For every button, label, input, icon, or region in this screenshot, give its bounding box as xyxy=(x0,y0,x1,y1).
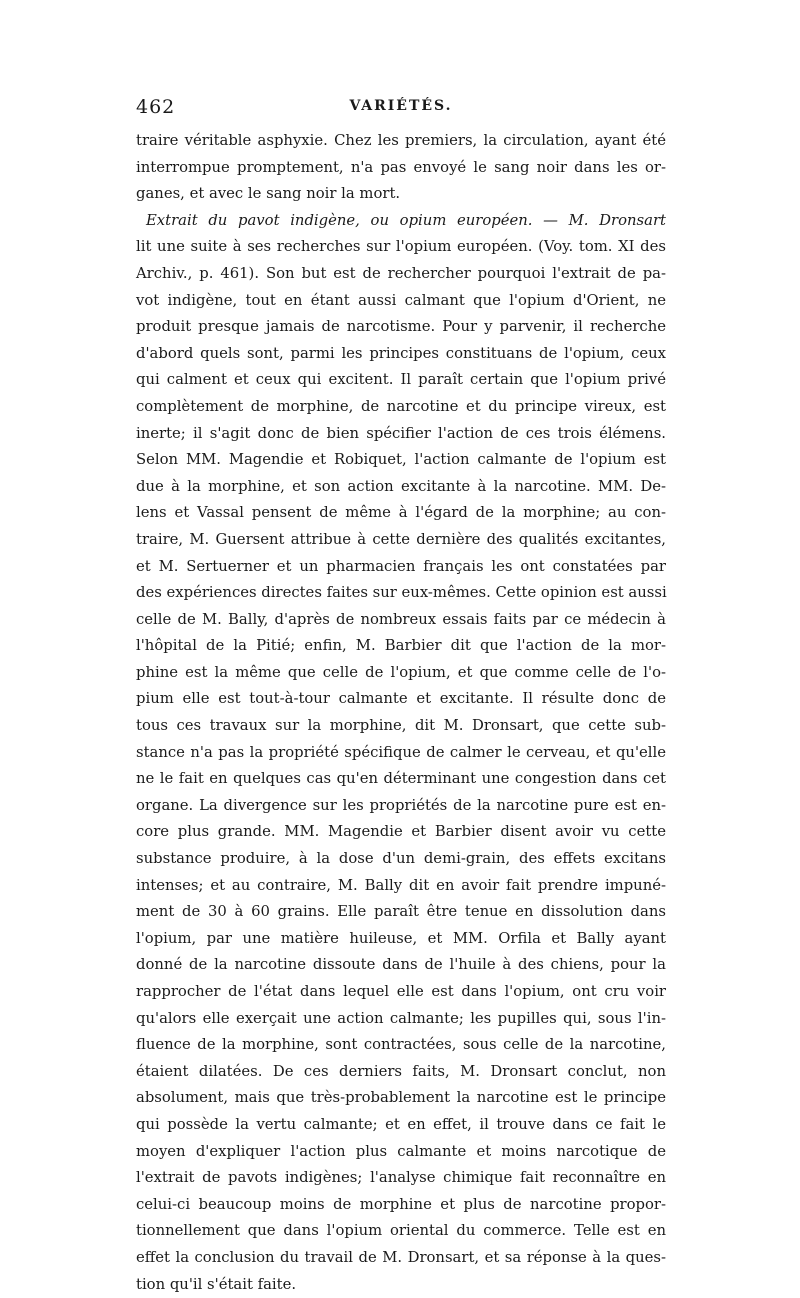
text-line: tion qu'il s'était faite. xyxy=(136,1275,297,1293)
text-line: qui possède la vertu calmante; et en effet, il trouve dans ce fait le xyxy=(136,1115,666,1133)
text-line: ne le fait en quelques cas qu'en déterminant une congestion dans cet xyxy=(136,770,666,788)
text-line: lens et Vassal pensent de même à l'égard de la morphine; au con- xyxy=(136,504,666,522)
page-header xyxy=(136,96,666,122)
text-line: celui-ci beaucoup moins de morphine et plus de narcotine propor- xyxy=(136,1195,666,1213)
text-line: effet la conclusion du travail de M. Dronsart, et sa réponse à la ques- xyxy=(136,1248,666,1266)
text-line: organe. La divergence sur les propriétés de la narcotine pure est en- xyxy=(136,796,666,814)
text-line: phine est la même que celle de l'opium, et que comme celle de l'o- xyxy=(136,663,666,681)
text-line: absolument, mais que très-probablement la narcotine est le principe xyxy=(136,1089,666,1107)
text-line: d'abord quels sont, parmi les principes constituans de l'opium, ceux xyxy=(136,344,666,362)
text-line: produit presque jamais de narcotisme. Pour y parvenir, il recherche xyxy=(136,318,666,336)
text-line: substance produire, à la dose d'un demi-grain, des effets excitans xyxy=(136,850,666,868)
text-line: et M. Sertuerner et un pharmacien français les ont constatées par xyxy=(136,557,666,575)
text-line: tous ces travaux sur la morphine, dit M. Dronsart, que cette sub- xyxy=(136,717,666,735)
text-line: Selon MM. Magendie et Robiquet, l'action calmante de l'opium est xyxy=(136,451,666,469)
text-line: celle de M. Bally, d'après de nombreux essais faits par ce médecin à xyxy=(136,610,666,628)
text-line: moyen d'expliquer l'action plus calmante et moins narcotique de xyxy=(136,1142,666,1160)
text-line: traire véritable asphyxie. Chez les premiers, la circulation, ayant été xyxy=(136,132,666,149)
text-line: l'opium, par une matière huileuse, et MM. Orfila et Bally ayant xyxy=(136,929,666,947)
text-line: l'hôpital de la Pitié; enfin, M. Barbier dit que l'action de la mor- xyxy=(136,637,666,655)
text-line: qu'alors elle exerçait une action calmante; les pupilles qui, sous l'in- xyxy=(136,1009,666,1027)
text-line: complètement de morphine, de narcotine et du principe vireux, est xyxy=(136,397,666,415)
text-line: ganes, et avec le sang noir la mort. xyxy=(136,185,401,203)
text-line: traire, M. Guersent attribue à cette dernière des qualités excitantes, xyxy=(136,530,666,548)
text-line: intenses; et au contraire, M. Bally dit en avoir fait prendre impuné- xyxy=(136,876,666,894)
text-line: des expériences directes faites sur eux-mêmes. Cette opinion est aussi xyxy=(136,584,667,602)
text-line: pium elle est tout-à-tour calmante et excitante. Il résulte donc de xyxy=(136,690,666,708)
body-text xyxy=(136,128,666,1298)
text-line: fluence de la morphine, sont contractées, sous celle de la narcotine, xyxy=(136,1036,666,1054)
text-line: étaient dilatées. De ces derniers faits, M. Dronsart conclut, non xyxy=(136,1062,666,1080)
text-line: core plus grande. MM. Magendie et Barbier disent avoir vu cette xyxy=(136,823,666,841)
running-head: VARIÉTÉS. xyxy=(349,98,453,114)
text-line: vot indigène, tout en étant aussi calmant que l'opium d'Orient, ne xyxy=(136,291,666,309)
text-line: l'extrait de pavots indigènes; l'analyse chimique fait reconnaître en xyxy=(136,1169,666,1187)
text-line: Archiv., p. 461). Son but est de rechercher pourquoi l'extrait de pa- xyxy=(136,264,666,282)
text-line: interrompue promptement, n'a pas envoyé le sang noir dans les or- xyxy=(136,158,666,176)
section-title: Extrait du pavot indigène, ou opium européen. — M. Dronsart xyxy=(146,211,666,229)
text-line: donné de la narcotine dissoute dans de l'huile à des chiens, pour la xyxy=(136,956,666,974)
page-number: 462 xyxy=(136,96,176,118)
section-heading-line xyxy=(136,208,666,235)
text-line: tionnellement que dans l'opium oriental du commerce. Telle est en xyxy=(136,1222,666,1240)
text-line: ment de 30 à 60 grains. Elle paraît être tenue en dissolution dans xyxy=(136,903,666,921)
text-line: lit une suite à ses recherches sur l'opium européen. (Voy. tom. XI des xyxy=(136,238,666,256)
text-line: rapprocher de l'état dans lequel elle est dans l'opium, ont cru voir xyxy=(136,983,666,1000)
text-line: qui calment et ceux qui excitent. Il paraît certain que l'opium privé xyxy=(136,371,666,389)
text-line: inerte; il s'agit donc de bien spécifier l'action de ces trois élémens. xyxy=(136,424,666,442)
text-line: stance n'a pas la propriété spécifique de calmer le cerveau, et qu'elle xyxy=(136,743,666,761)
text-line: due à la morphine, et son action excitante à la narcotine. MM. De- xyxy=(136,477,666,495)
